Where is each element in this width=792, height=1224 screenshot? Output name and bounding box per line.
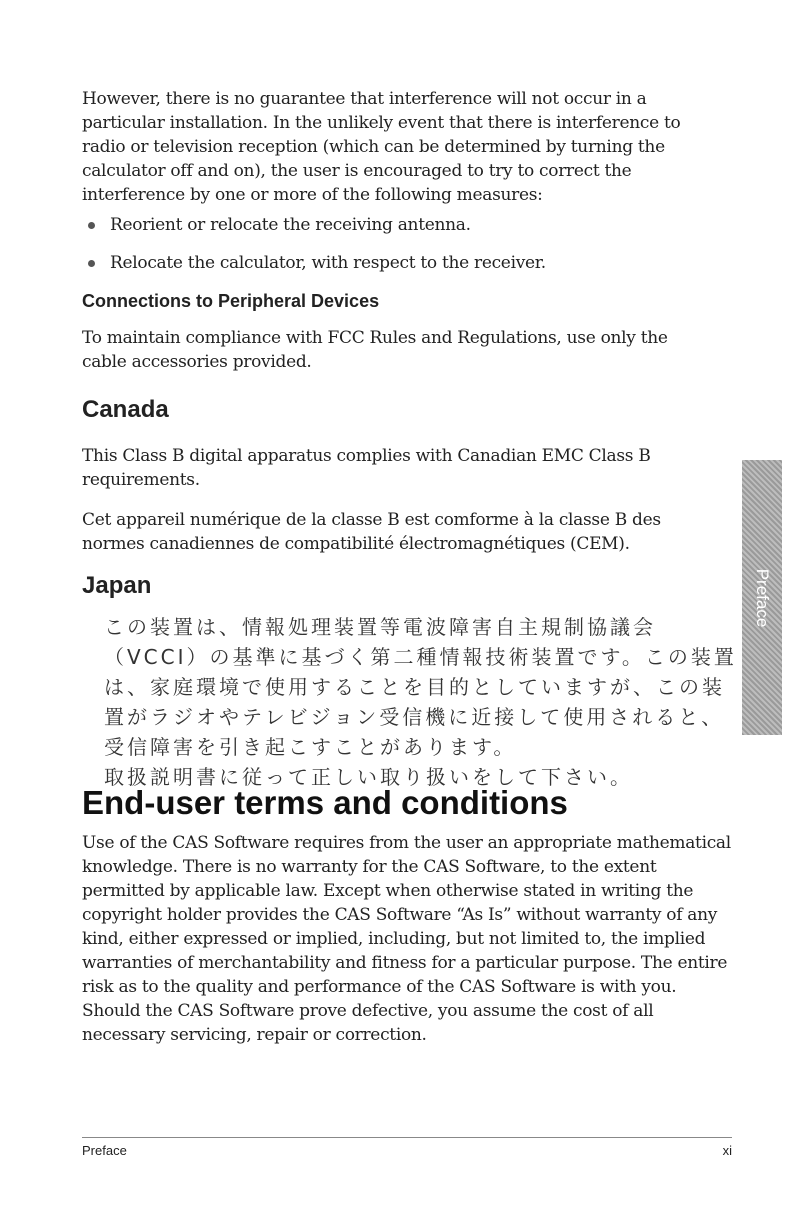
canada-paragraph-fr: Cet appareil numérique de la classe B est comforme à la classe B des normes canadiennes de compatibilité électromagnétiques (CEM). (82, 510, 661, 554)
connections-paragraph: To maintain compliance with FCC Rules and Regulations, use only the cable accessories provided. (82, 328, 668, 372)
footer-divider (82, 1137, 732, 1138)
canada-paragraph-en: This Class B digital apparatus complies with Canadian EMC Class B requirements. (82, 446, 651, 490)
japan-paragraph-1-text: この装置は、情報処理装置等電波障害自主規制協議会（VCCI）の基準に基づく第二種情報技術装置です。この装置は、家庭環境で使用することを目的としていますが、この装置がラジオやテレビジョン受信機に近接して使用されると、受信障害を引き起こすことがあります。 (104, 615, 737, 759)
connections-heading: Connections to Peripheral Devices (82, 291, 380, 311)
footer-section: Preface (82, 1143, 127, 1158)
bullet-icon (88, 260, 95, 267)
intro-section (82, 87, 712, 289)
bullet-icon (88, 222, 95, 229)
section-tab (742, 460, 782, 735)
terms-paragraph: Use of the CAS Software requires from the user an appropriate mathematical knowledge. There is no warranty for the CAS Software, to the extent permitted by applicable law. Except when otherwise stated in writing the copyright holder provides the CAS Software “As Is” without warranty of any kind, either expressed or implied, including, but not limited to, the implied warranties of merchantability and fitness for a particular purpose. The entire risk as to the quality and performance of the CAS Software is with you. Should the CAS Software prove defective, you assume the cost of all necessary servicing, repair or correction. (82, 833, 731, 1045)
intro-paragraph: However, there is no guarantee that interference will not occur in a particular installation. In the unlikely event that there is interference to radio or television reception (which can be determined by turning the calculator off and on), the user is encouraged to try to correct the interference by one or more of the following measures: (82, 89, 681, 205)
page-number: xi (722, 1143, 732, 1158)
bullet-text: Reorient or relocate the receiving antenna. (110, 215, 471, 235)
measures-list (82, 213, 712, 275)
section-tab-label: Preface (753, 568, 772, 627)
canada-heading: Canada (82, 396, 169, 423)
list-item (82, 213, 712, 237)
terms-heading: End-user terms and conditions (82, 784, 568, 821)
japan-heading: Japan (82, 572, 152, 599)
japan-paragraph-2: 取扱説明書に従って正しい取り扱いをして下さい。 (104, 765, 633, 789)
bullet-text: Relocate the calculator, with respect to the receiver. (110, 253, 546, 273)
japan-text (82, 612, 742, 792)
list-item (82, 251, 712, 275)
japan-paragraph-1 (82, 612, 742, 762)
